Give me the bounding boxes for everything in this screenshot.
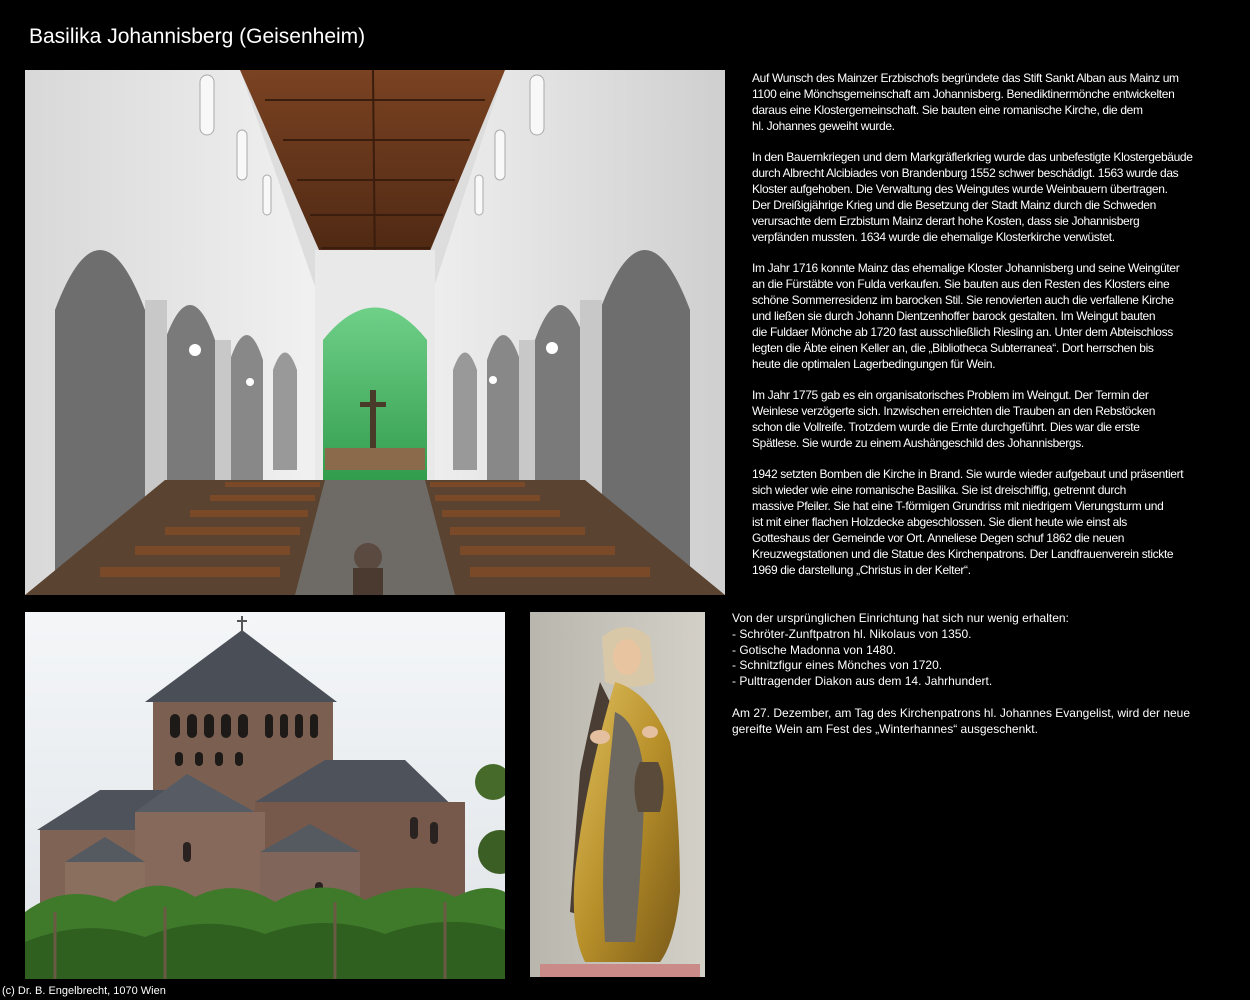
furnishings-intro: Von der ursprünglichen Einrichtung hat sich nur wenig erhalten: [732,611,1069,625]
church-exterior-photo [25,612,505,979]
list-item: - Gotische Madonna von 1480. [732,642,897,657]
church-interior-photo [25,70,725,595]
madonna-statue-photo [530,612,705,977]
furnishings-text [732,611,1232,753]
history-paragraph: In den Bauernkriegen und dem Markgräflerkrieg wurde das unbefestigte Klostergebäude durch Albrecht Alcibiades von Brandenburg 1552 schwer beschädigt. 1563 wurde das Kloster aufgehoben. Die Verwaltung des Weingutes wurde Weinbauern übertragen. Der Dreißigjährige Krieg und die Besetzung der Stadt Mainz durch die Schweden verursachte dem Erzbistum Mainz derart hohe Kosten, dass sie Johannisberg verpfänden mussten. 1634 wurde die ehemalige Klosterkirche verwüstet. [752,150,1193,244]
list-item: - Schröter-Zunftpatron hl. Nikolaus von 1350. [732,626,972,641]
history-paragraph: 1942 setzten Bomben die Kirche in Brand. Sie wurde wieder aufgebaut und präsentiert sich wieder wie eine romanische Basilika. Sie ist dreischiffig, getrennt durch massive Pfeiler. Sie hat eine T-förmigen Grundriss mit niedrigem Vierungsturm und ist mit einer flachen Holzdecke abgeschlossen. Sie dient heute wie einst als Gotteshaus der Gemeinde vor Ort. Anneliese Degen schuf 1862 die neuen Kreuzwegstationen und die Statue des Kirchenpatrons. Der Landfrauenverein stickte 1969 die darstellung „Christus in der Kelter“. [752,467,1184,577]
list-item: - Pulttragender Diakon aus dem 14. Jahrhundert. [732,674,993,689]
furnishings-closing: Am 27. Dezember, am Tag des Kirchenpatrons hl. Johannes Evangelist, wird der neue gereifte Wein am Fest des „Winterhannes“ ausgeschenkt. [732,705,1191,736]
history-paragraph: Auf Wunsch des Mainzer Erzbischofs begründete das Stift Sankt Alban aus Mainz um 1100 eine Mönchsgemeinschaft am Johannisberg. Benediktinermönche entwickelten daraus eine Klostergemeinschaft. Sie bauten eine romanische Kirche, die dem hl. Johannes geweiht wurde. [752,71,1179,133]
history-paragraph: Im Jahr 1775 gab es ein organisatorisches Problem im Weingut. Der Termin der Weinlese verzögerte sich. Inzwischen erreichten die Trauben an den Rebstöcken schon die Vollreife. Trotzdem wurde die Ernte durchgeführt. Dies war die erste Spätlese. Sie wurde zu einem Aushängeschild des Johannisbergs. [752,388,1156,450]
history-paragraph: Im Jahr 1716 konnte Mainz das ehemalige Kloster Johannisberg und seine Weingüter an die Fürstäbte von Fulda verkaufen. Sie bauten aus den Resten des Klosters eine schöne Sommerresidenz im barocken Stil. Sie renovierten auch die verfallene Kirche und ließen sie durch Johann Dientzenhoffer barock gestalten. Im Weingut bauten die Fuldaer Mönche ab 1720 fast ausschließlich Riesling an. Unter dem Abteischloss legten die Äbte einen Keller an, die „Bibliotheca Subterranea“. Dort herrschen bis heute die optimalen Lagerbedingungen für Wein. [752,261,1180,371]
page-title: Basilika Johannisberg (Geisenheim) [29,25,366,48]
furnishings-list [732,627,1232,690]
history-text [752,70,1228,593]
list-item: - Schnitzfigur eines Mönches von 1720. [732,658,943,673]
copyright-notice: (c) Dr. B. Engelbrecht, 1070 Wien [2,985,166,997]
